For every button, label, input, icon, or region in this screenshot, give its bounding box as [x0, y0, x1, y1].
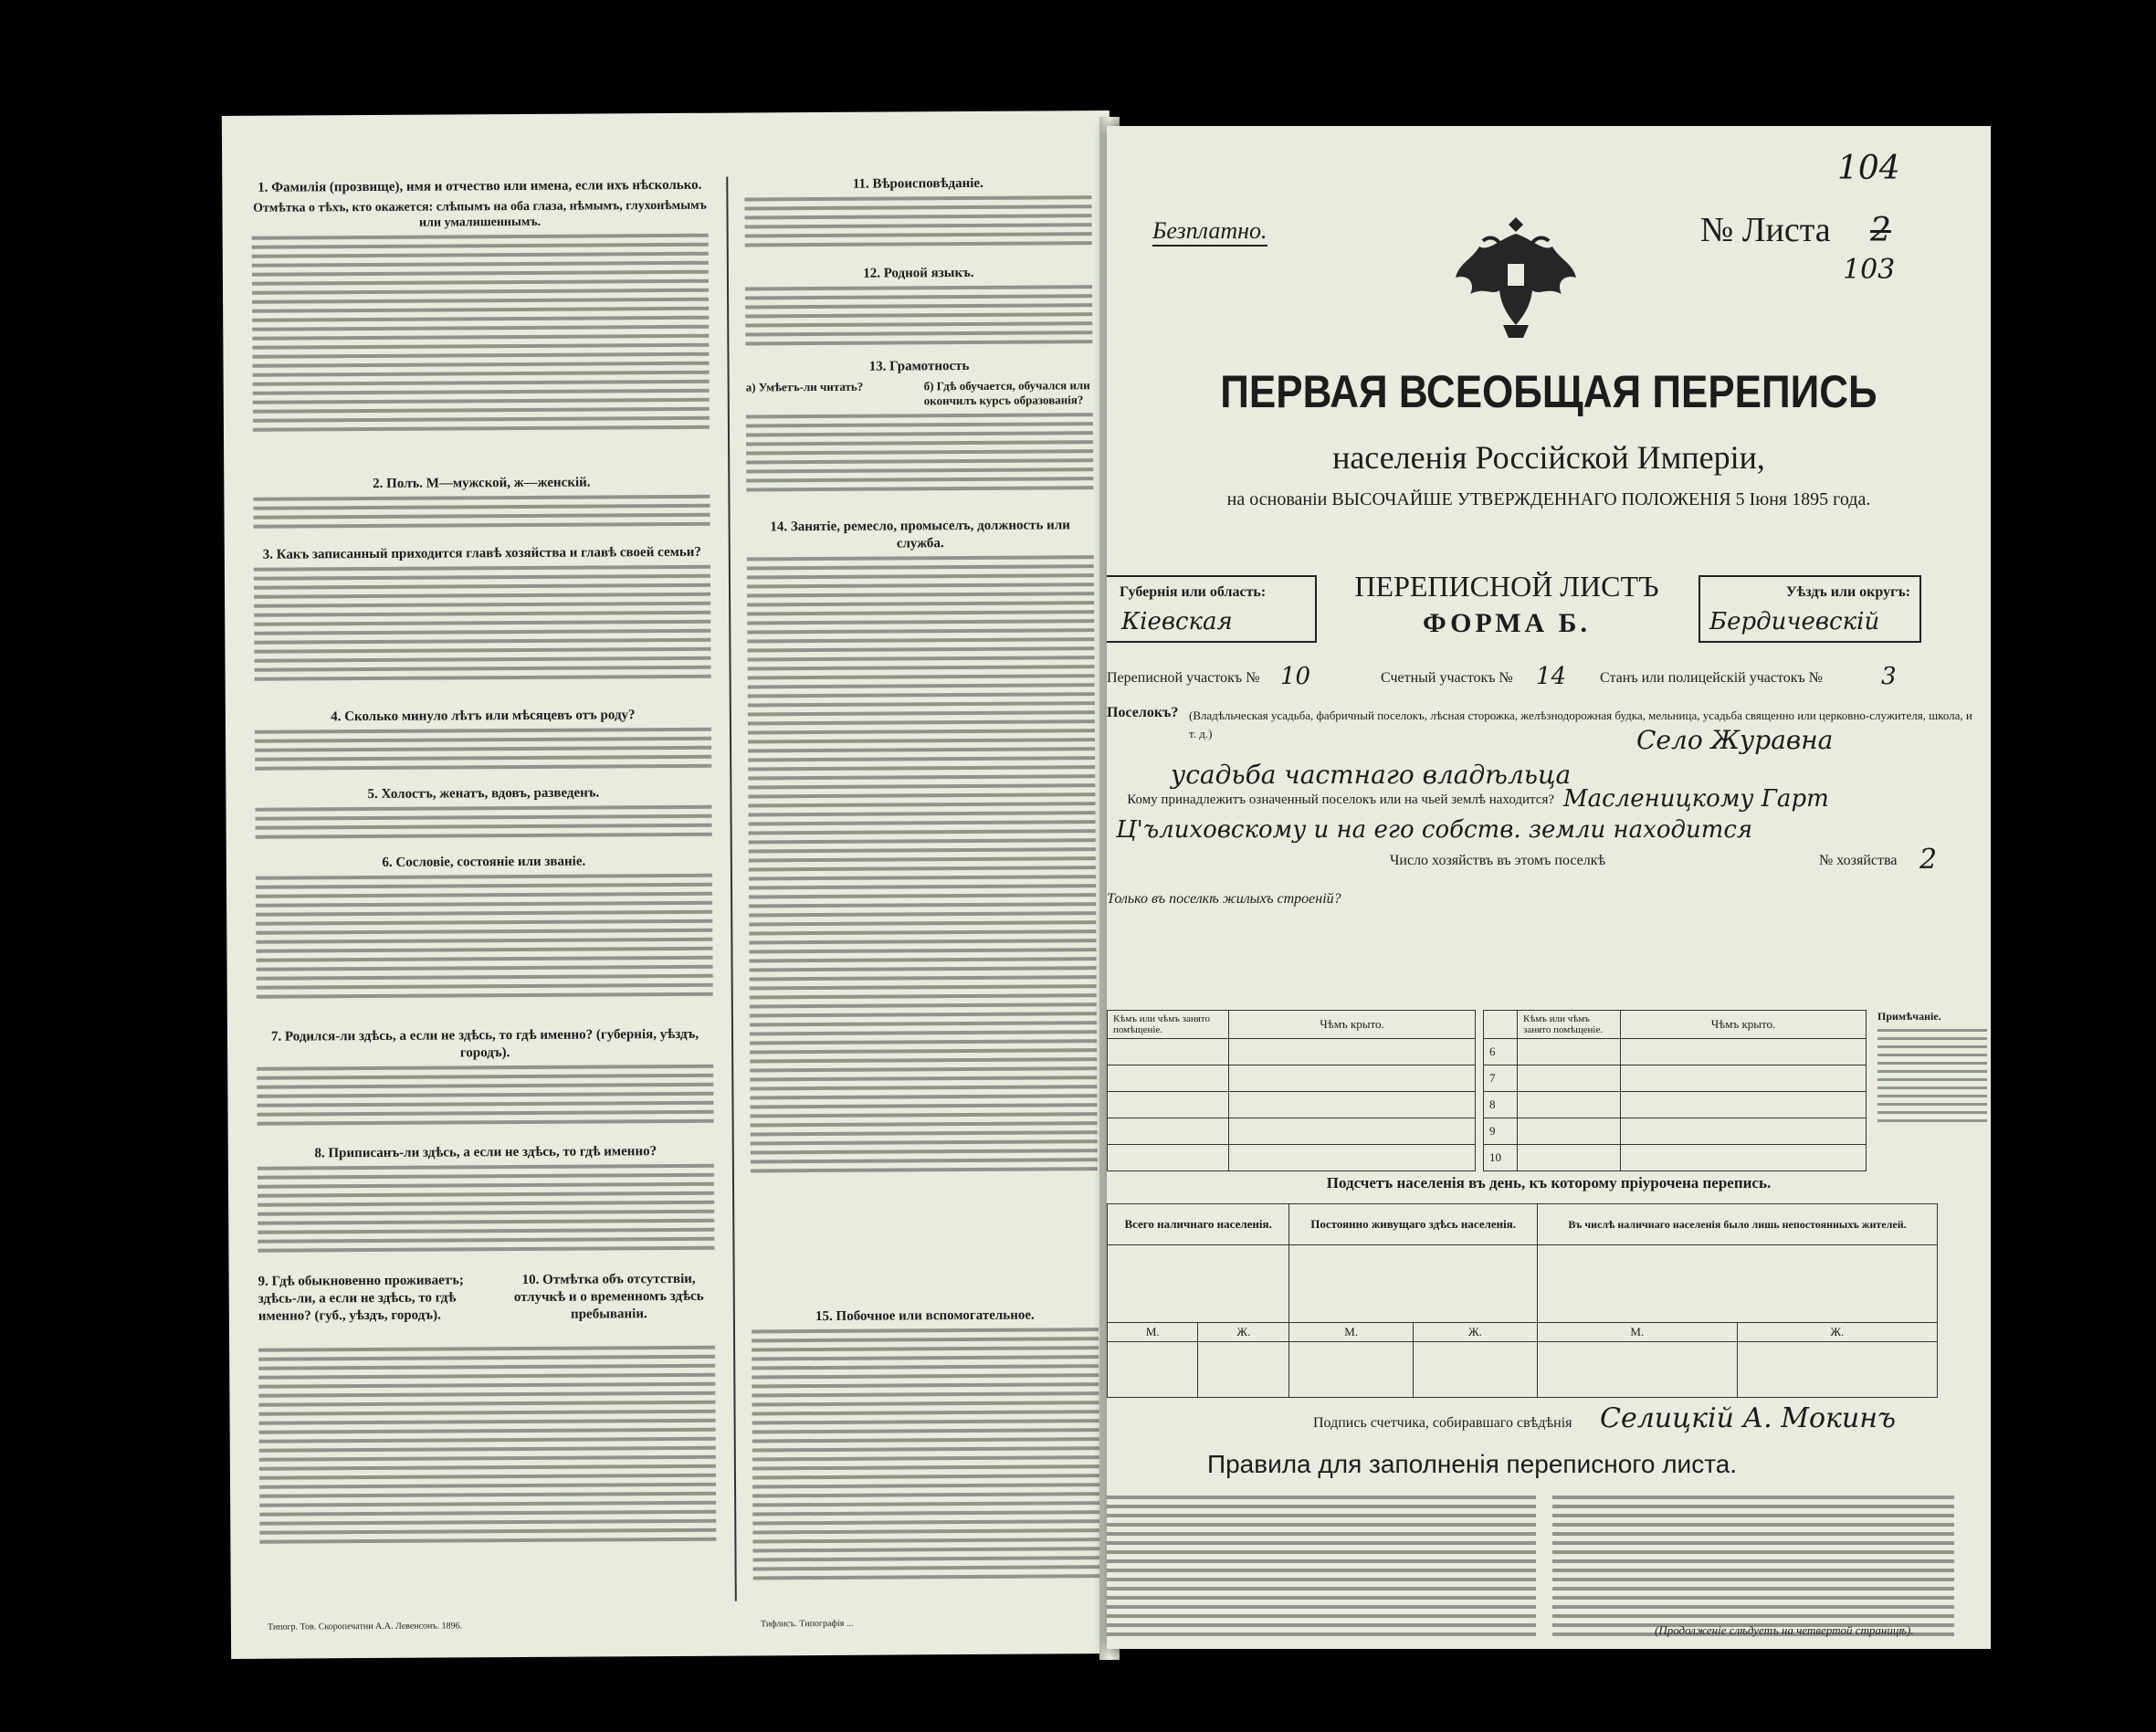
settlement-label: Поселокъ?: [1107, 705, 1179, 720]
sheet-number-label: № Листа: [1700, 211, 1831, 249]
count-zh: Ж.: [1198, 1323, 1289, 1342]
section-1: [251, 177, 710, 437]
note-block: [1877, 1010, 1987, 1128]
section-11-title: 11. Вѣроисповѣданіе.: [852, 175, 983, 192]
section-3-text: [254, 564, 711, 680]
rules-footer: (Продолженіе слѣдуетъ на четвертой страницѣ).: [1655, 1623, 1914, 1637]
table-row-num: 7: [1484, 1065, 1518, 1092]
section-1-text: [252, 233, 710, 431]
count-col-temporary: Въ числѣ наличнаго населенія было лишь непостоянныхъ жителей.: [1538, 1204, 1938, 1245]
province-label: Губернія или область:: [1120, 584, 1267, 600]
household-number-value: 2: [1919, 844, 1938, 876]
table-header-occupied: Кѣмъ или чѣмъ занято помѣщеніе.: [1108, 1011, 1229, 1039]
land-value-1: Масленицкому Гарт: [1563, 785, 1829, 813]
section-6: [256, 853, 713, 1004]
main-title: ПЕРВАЯ ВСЕОБЩАЯ ПЕРЕПИСЬ: [1220, 366, 1877, 417]
section-12-title: 12. Родной языкъ.: [863, 265, 974, 281]
section-12: [745, 264, 1093, 351]
form-title: ПЕРЕПИСНОЙ ЛИСТЪ: [1354, 570, 1659, 603]
section-7-title: 7. Родился-ли здѣсь, а если не здѣсь, то гдѣ именно? (губернія, уѣздъ, городъ).: [270, 1026, 699, 1061]
settlement-value-2: усадьба частнаго владѣльца: [1171, 760, 1572, 790]
section-6-title: 6. Сословіе, состояніе или званіе.: [382, 854, 586, 870]
rules-text-left: [1107, 1496, 1536, 1642]
district-value: Бердичевскій: [1709, 608, 1880, 635]
section-1-title: 1. Фамилія (прозвище), имя и отчество или имена, если ихъ нѣсколько.: [258, 177, 702, 195]
section-8-text: [258, 1163, 715, 1252]
household-number-label: № хозяйства: [1819, 853, 1898, 868]
table-row-num: 9: [1484, 1118, 1518, 1145]
count-m: М.: [1538, 1323, 1738, 1342]
section-13-text: [746, 413, 1094, 491]
right-page-census-form: [1107, 126, 1991, 1649]
buildings-table-right: [1483, 1010, 1867, 1171]
land-value-2: Ц'ълиховскому и на его собств. земли находится: [1116, 816, 1753, 844]
section-2: [253, 474, 710, 534]
section-14-title: 14. Занятіе, ремесло, промыселъ, должность или служба.: [770, 518, 1070, 551]
section-8: [258, 1143, 715, 1258]
section-15-text: [752, 1328, 1100, 1580]
section-5: [255, 784, 711, 845]
table-header-occupied-2: Кѣмъ или чѣмъ занято помѣщеніе.: [1518, 1011, 1621, 1039]
counting-section-label: Счетный участокъ №: [1381, 670, 1513, 686]
count-zh: Ж.: [1413, 1323, 1537, 1342]
archive-number-bottom: 103: [1843, 254, 1896, 286]
note-title: Примѣчаніе.: [1877, 1010, 1941, 1023]
province-value: Кіевская: [1121, 608, 1233, 635]
section-7: [257, 1026, 714, 1131]
archive-number-top: 104: [1837, 150, 1900, 187]
sheet-number-value: 2: [1870, 212, 1891, 249]
land-label: Кому принадлежитъ означенный поселокъ или на чьей землѣ находится?: [1127, 793, 1554, 807]
section-14: [747, 517, 1098, 1178]
table-row-num: 8: [1484, 1092, 1518, 1118]
count-title: Подсчетъ населенія въ день, къ которому пріурочена перепись.: [1326, 1174, 1772, 1191]
basis-line: на основаніи ВЫСОЧАЙШЕ УТВЕРЖДЕННАГО ПОЛОЖЕНІЯ 5 Іюня 1895 года.: [1226, 489, 1871, 509]
signature-value: Селицкій А. Мокинъ: [1600, 1402, 1896, 1434]
population-count-table: [1107, 1203, 1938, 1398]
section-13: [745, 357, 1093, 498]
section-6-text: [256, 873, 713, 998]
section-13a: а) Умѣетъ-ли читать?: [745, 379, 864, 394]
section-15-title: 15. Побочное или вспомогательное.: [815, 1307, 1035, 1325]
left-page-instructions: [222, 110, 1119, 1659]
section-5-title: 5. Холостъ, женатъ, вдовъ, разведенъ.: [367, 785, 600, 803]
buildings-label: Только въ поселкѣ жилыхъ строеній?: [1107, 891, 1341, 907]
section-10-title: 10. Отмѣтка объ отсутствіи, отлучкѣ и о временномъ здѣсь пребываніи.: [513, 1271, 704, 1322]
section-10: [503, 1271, 715, 1328]
section-4-text: [255, 727, 711, 770]
table-header-roof-2: Чѣмъ крыто.: [1621, 1011, 1867, 1039]
province-box: [1107, 575, 1317, 643]
counting-section-value: 14: [1536, 663, 1567, 690]
section-7-text: [257, 1064, 713, 1125]
signature-label: Подпись счетчика, собиравшаго свѣдѣнія: [1313, 1415, 1572, 1431]
table-row-num: 10: [1484, 1145, 1518, 1171]
section-9-title: 9. Гдѣ обыкновенно проживаетъ; здѣсь-ли, а если не здѣсь, то гдѣ именно? (губ., уѣздъ, городъ).: [258, 1273, 464, 1324]
section-2-title: 2. Полъ. М—мужской, ж—женскій.: [373, 475, 591, 491]
count-col-total: Всего наличнаго населенія.: [1108, 1204, 1289, 1245]
section-14-text: [747, 555, 1098, 1172]
rules-text-right: [1552, 1496, 1954, 1642]
count-zh: Ж.: [1737, 1323, 1937, 1342]
camp-section-label: Станъ или полицейскій участокъ №: [1600, 670, 1824, 686]
households-label: Число хозяйствъ въ этомъ поселкѣ: [1390, 853, 1606, 868]
buildings-table-left: [1107, 1010, 1476, 1171]
section-15: [752, 1307, 1100, 1585]
section-4: [255, 707, 711, 776]
district-label: Уѣздъ или округъ:: [1785, 584, 1910, 600]
section-9-10-text: [258, 1346, 716, 1549]
section-12-text: [745, 285, 1092, 345]
left-footer: Типогр. Тов. Скоропечатни А.А. Левенсонъ. 1896.: [267, 1621, 463, 1632]
count-m: М.: [1289, 1323, 1414, 1342]
table-header-roof: Чѣмъ крыто.: [1229, 1011, 1476, 1039]
subtitle: населенія Россійской Имперіи,: [1332, 439, 1765, 476]
count-m: М.: [1108, 1323, 1198, 1342]
census-section-value: 10: [1280, 663, 1311, 690]
count-col-permanent: Постоянно живущаго здѣсь населенія.: [1289, 1204, 1538, 1245]
free-label: Безплатно.: [1152, 217, 1267, 247]
column-divider: [726, 177, 737, 1601]
section-3-title: 3. Какъ записанный приходится главѣ хозяйства и главѣ своей семьи?: [262, 544, 701, 562]
section-11: [744, 174, 1091, 252]
section-13b: б) Гдѣ обучается, обучался или окончилъ курсъ образованія?: [923, 377, 1090, 408]
camp-section-value: 3: [1881, 663, 1897, 690]
section-3: [254, 544, 711, 687]
district-box: [1699, 575, 1921, 643]
section-9: [258, 1272, 487, 1328]
section-5-text: [255, 804, 711, 838]
section-2-text: [253, 494, 710, 528]
section-8-title: 8. Приписанъ-ли здѣсь, а если не здѣсь, то гдѣ именно?: [314, 1144, 657, 1161]
settlement-hint: (Владѣльческая усадьба, фабричный поселокъ, лѣсная сторожка, желѣзнодорожная будка, мельница, усадьба священно или церковно-служителя, школа, и т. д.): [1189, 709, 1972, 741]
rules-title: Правила для заполненія переписного листа.: [1206, 1450, 1738, 1478]
settlement-value-1: Село Журавна: [1636, 725, 1834, 755]
section-4-title: 4. Сколько минуло лѣтъ или мѣсяцевъ отъ роду?: [331, 708, 636, 725]
left-footer-2: Тифлисъ. Типографія ...: [760, 1618, 854, 1630]
imperial-eagle-icon: [1452, 206, 1580, 343]
census-section-label: Переписной участокъ №: [1107, 670, 1260, 686]
section-13-title: 13. Грамотность: [868, 358, 970, 374]
section-11-text: [744, 195, 1091, 247]
form-name: ФОРМА Б.: [1422, 608, 1592, 638]
section-1-subtitle: Отмѣтка о тѣхъ, кто окажется: слѣпымъ на оба глаза, нѣмымъ, глухонѣмымъ или умалишеннымъ.: [253, 198, 707, 230]
table-row-num: 6: [1484, 1039, 1518, 1065]
